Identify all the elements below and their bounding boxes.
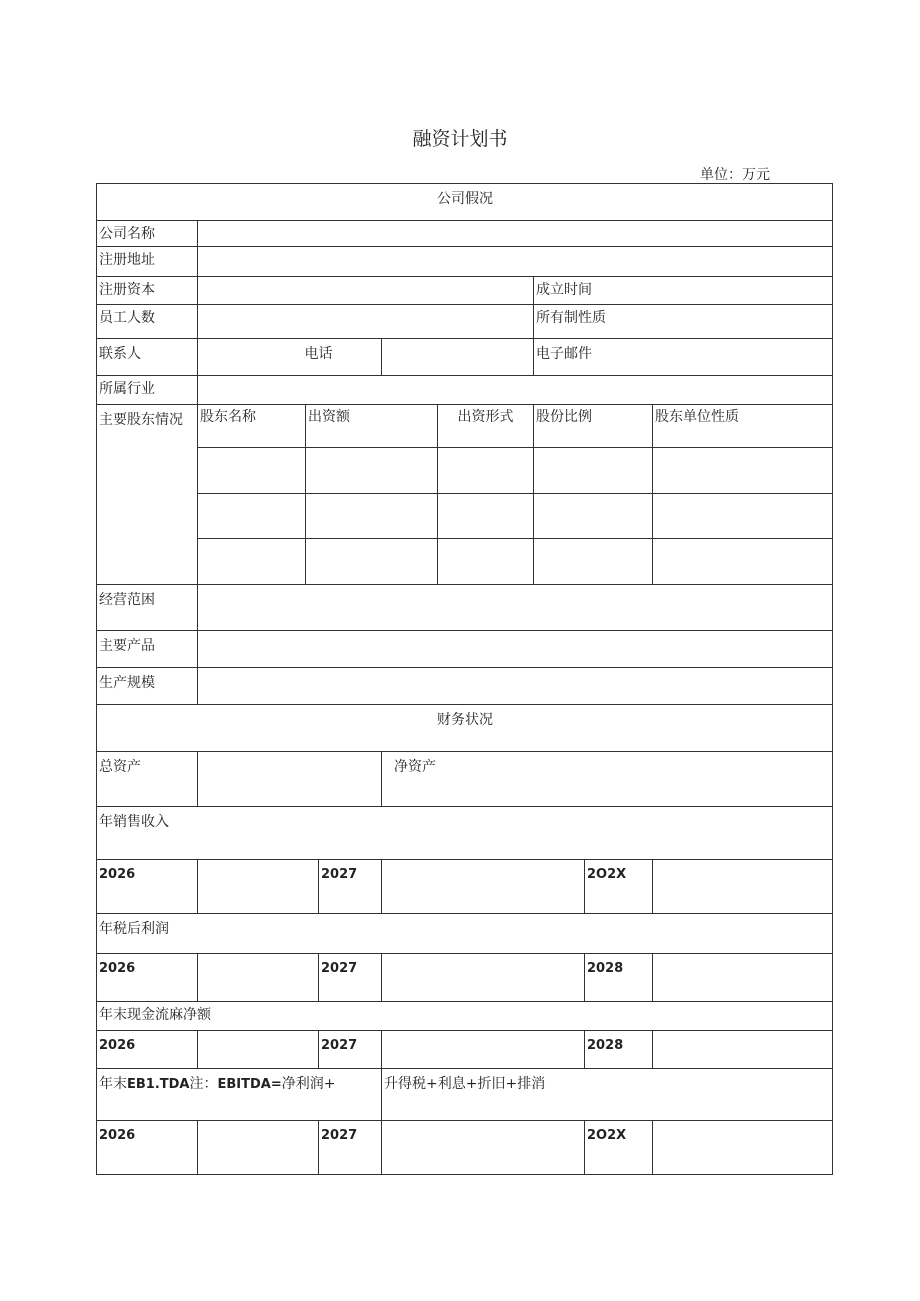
label-reg-address: 注册地址 bbox=[96, 246, 197, 276]
field-company-name[interactable] bbox=[197, 220, 833, 246]
shareholder-header-amount: 出资额 bbox=[305, 404, 437, 447]
section-company-header: 公司假况 bbox=[96, 183, 833, 220]
label-ebitda bbox=[96, 1068, 381, 1120]
label-profit: 年税后利润 bbox=[96, 913, 833, 953]
label-ownership: 所有制性质 bbox=[533, 304, 833, 338]
label-cashflow: 年末现金流麻净额 bbox=[96, 1001, 833, 1030]
revenue-year-1: 2026 bbox=[96, 859, 197, 913]
profit-value-3[interactable] bbox=[652, 953, 833, 1001]
page-title: 融资计划书 bbox=[412, 128, 508, 150]
profit-year-1: 2026 bbox=[96, 953, 197, 1001]
label-reg-capital: 注册资本 bbox=[96, 276, 197, 304]
label-net-assets: 净资产 bbox=[381, 751, 833, 806]
revenue-value-3[interactable] bbox=[652, 859, 833, 913]
label-phone: 电话 bbox=[197, 338, 381, 375]
shareholder-cell[interactable] bbox=[437, 493, 533, 538]
ebitda-formula-head: EBITDA= bbox=[217, 1077, 282, 1092]
label-industry: 所属行业 bbox=[96, 375, 197, 404]
label-main-products: 主要产品 bbox=[96, 630, 197, 667]
ebitda-value-1[interactable] bbox=[197, 1120, 318, 1175]
shareholder-cell[interactable] bbox=[437, 447, 533, 493]
field-industry[interactable] bbox=[197, 375, 833, 404]
label-total-assets: 总资产 bbox=[96, 751, 197, 806]
shareholder-cell[interactable] bbox=[197, 493, 305, 538]
shareholder-header-form: 出资形式 bbox=[437, 404, 533, 447]
field-main-products[interactable] bbox=[197, 630, 833, 667]
ebitda-value-2[interactable] bbox=[381, 1120, 584, 1175]
cashflow-value-1[interactable] bbox=[197, 1030, 318, 1068]
field-reg-capital[interactable] bbox=[197, 276, 533, 304]
shareholder-header-ratio: 股份比例 bbox=[533, 404, 652, 447]
profit-value-2[interactable] bbox=[381, 953, 584, 1001]
ebitda-year-3: 2O2X bbox=[584, 1120, 652, 1175]
cashflow-year-1: 2026 bbox=[96, 1030, 197, 1068]
shareholder-cell[interactable] bbox=[305, 447, 437, 493]
field-production-scale[interactable] bbox=[197, 667, 833, 704]
cashflow-year-2: 2027 bbox=[318, 1030, 381, 1068]
profit-year-3: 2028 bbox=[584, 953, 652, 1001]
cashflow-year-3: 2028 bbox=[584, 1030, 652, 1068]
profit-value-1[interactable] bbox=[197, 953, 318, 1001]
label-business-scope: 经营范困 bbox=[96, 584, 197, 630]
ebitda-note: 注： bbox=[189, 1076, 218, 1092]
unit-label: 单位：万元 bbox=[700, 167, 770, 183]
revenue-value-1[interactable] bbox=[197, 859, 318, 913]
shareholder-cell[interactable] bbox=[197, 447, 305, 493]
field-employees[interactable] bbox=[197, 304, 533, 338]
shareholder-cell[interactable] bbox=[533, 538, 652, 584]
shareholder-cell[interactable] bbox=[652, 447, 833, 493]
section-finance-header: 财务状况 bbox=[96, 704, 833, 751]
shareholder-cell[interactable] bbox=[437, 538, 533, 584]
shareholder-cell[interactable] bbox=[652, 538, 833, 584]
shareholder-cell[interactable] bbox=[652, 493, 833, 538]
label-employees: 员工人数 bbox=[96, 304, 197, 338]
label-company-name: 公司名称 bbox=[96, 220, 197, 246]
ebitda-formula: 升得税+利息+折旧+排消 bbox=[381, 1068, 833, 1120]
shareholder-cell[interactable] bbox=[197, 538, 305, 584]
shareholder-cell[interactable] bbox=[305, 538, 437, 584]
field-business-scope[interactable] bbox=[197, 584, 833, 630]
cashflow-value-2[interactable] bbox=[381, 1030, 584, 1068]
revenue-year-2: 2027 bbox=[318, 859, 381, 913]
shareholder-cell[interactable] bbox=[533, 493, 652, 538]
ebitda-value-3[interactable] bbox=[652, 1120, 833, 1175]
ebitda-prefix: 年末 bbox=[99, 1076, 127, 1092]
revenue-value-2[interactable] bbox=[381, 859, 584, 913]
shareholder-cell[interactable] bbox=[305, 493, 437, 538]
label-shareholders: 主要股东情况 bbox=[96, 404, 197, 584]
shareholder-cell[interactable] bbox=[533, 447, 652, 493]
field-reg-address[interactable] bbox=[197, 246, 833, 276]
label-est-time: 成立时间 bbox=[533, 276, 833, 304]
field-total-assets[interactable] bbox=[197, 751, 381, 806]
field-phone[interactable] bbox=[381, 338, 533, 375]
ebitda-year-2: 2027 bbox=[318, 1120, 381, 1175]
ebitda-year-1: 2026 bbox=[96, 1120, 197, 1175]
shareholder-header-name: 股东名称 bbox=[197, 404, 305, 447]
ebitda-formula-start: 净利润+ bbox=[281, 1076, 336, 1092]
label-revenue: 年销售收入 bbox=[96, 806, 833, 859]
profit-year-2: 2027 bbox=[318, 953, 381, 1001]
label-contact: 联系人 bbox=[96, 338, 197, 375]
label-email: 电子邮件 bbox=[533, 338, 833, 375]
shareholder-header-nature: 股东单位性质 bbox=[652, 404, 833, 447]
ebitda-abbr: EB1.TDA bbox=[127, 1077, 190, 1092]
cashflow-value-3[interactable] bbox=[652, 1030, 833, 1068]
revenue-year-3: 2O2X bbox=[584, 859, 652, 913]
label-production-scale: 生产规模 bbox=[96, 667, 197, 704]
